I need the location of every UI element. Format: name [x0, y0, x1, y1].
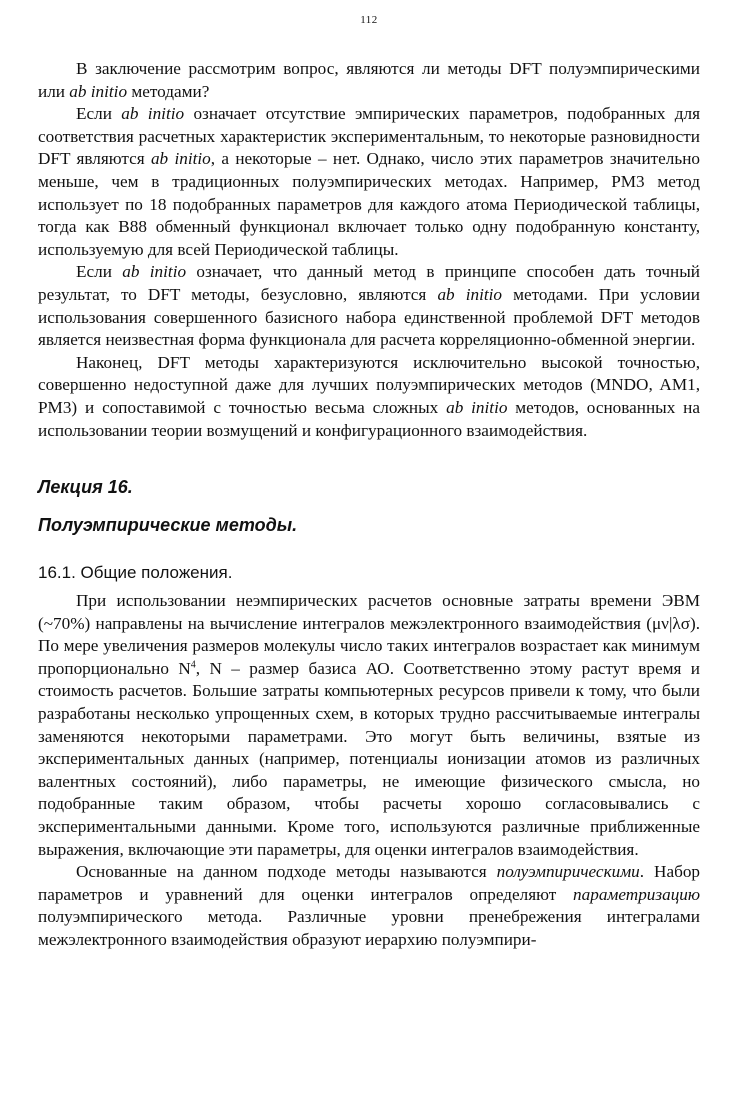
italic-term: полуэмпирическими: [496, 862, 640, 882]
text-run: . Набор параметров и уравнений для оценки интегралов определяют: [38, 862, 701, 904]
text-run: В заключение рассмотрим вопрос, являются ли методы DFT полуэмпирическими или: [38, 59, 700, 101]
text-run: методами?: [127, 81, 210, 101]
superscript: 4: [190, 659, 196, 671]
paragraph-exact-result: [38, 261, 700, 351]
lecture-heading: Лекция 16.: [38, 477, 133, 498]
text-run: методами. При условии использования совершенного базисного набора единственной проблемой DFT методов является неизвестная форма функционала для расчета корреляционно-обменной энергии.: [38, 284, 700, 350]
text-run: методов, основанных на использовании теории возмущений и конфигурационного взаимодействия.: [38, 397, 700, 440]
paragraph-dft-question: [38, 58, 700, 103]
italic-term: ab initio: [69, 81, 128, 101]
text-run: Наконец, DFT методы характеризуются исключительно высокой точностью, совершенно недоступной даже для лучших полуэмпирических методов (MNDO, AM1, PM3) и сопоставимой с точностью весьма сложных: [38, 352, 700, 417]
text-run: , а некоторые – нет. Однако, число этих параметров значительно меньше, чем в традиционных полуэмпирических методах. Например, PM3 метод использует по 18 подобранных параметров для каждого атома Периодической таблицы, тогда как B88 обменный функционал включает только одну подобранную константу, используемую для всей Периодической таблицы.: [38, 149, 700, 259]
text-run: означает отсутствие эмпирических параметров, подобранных для соответствия расчетных характеристик экспериментальным, то некоторые разновидности DFT являются: [38, 104, 701, 169]
italic-term: ab initio: [437, 284, 502, 304]
lecture-title: Полуэмпирические методы.: [38, 515, 298, 536]
text-run: , N – размер базиса АО. Соответственно этому растут время и стоимость расчетов. Большие затраты компьютерных ресурсов привели к тому, что были разработаны несколько упрощенных схем, в которых трудно рассчитываемые интегралы заменяются некоторыми параметрами. Это могут быть величины, взятые из экспериментальных данных (например, потенциалы ионизации атомов из различных валентных состояний), либо параметры, не имеющие физического смысла, но подобранные таким образом, чтобы расчеты хорошо согласовывались с экспериментальными данными. Кроме того, используются различные приближенные выражения, включающие эти параметры, для оценки интегралов взаимодействия.: [38, 658, 701, 859]
paragraph-dft-accuracy: [38, 352, 700, 442]
paragraph-empirical-parameters: [38, 103, 700, 261]
text-run: Основанные на данном подходе методы называются: [76, 862, 497, 882]
text-run: Если: [76, 104, 122, 124]
paragraph-semiempirical-definition: [38, 861, 700, 951]
section-heading: 16.1. Общие положения.: [38, 563, 233, 583]
text-run: полуэмпирического метода. Различные уровни пренебрежения интегралами межэлектронного взаимодействия образуют иерархию полуэмпири-: [38, 907, 700, 949]
italic-term: параметризацию: [573, 884, 700, 904]
paragraph-general-provisions: [38, 590, 700, 861]
italic-term: ab initio: [446, 397, 508, 417]
text-run: При использовании неэмпирических расчетов основные затраты времени ЭВМ (~70%) направлены на вычисление интегралов межэлектронного взаимодействия (μν|λσ). По мере увеличения размеров молекулы число таких интегралов возрастает как минимум пропорционально N: [38, 591, 700, 678]
italic-term: ab initio: [150, 149, 211, 169]
italic-term: ab initio: [121, 104, 185, 124]
text-run: Если: [76, 262, 123, 282]
document-page: [38, 14, 700, 952]
italic-term: ab initio: [122, 262, 187, 282]
text-run: означает, что данный метод в принципе способен дать точный результат, то DFT методы, безусловно, являются: [38, 262, 700, 304]
page-number: 112: [360, 14, 378, 26]
